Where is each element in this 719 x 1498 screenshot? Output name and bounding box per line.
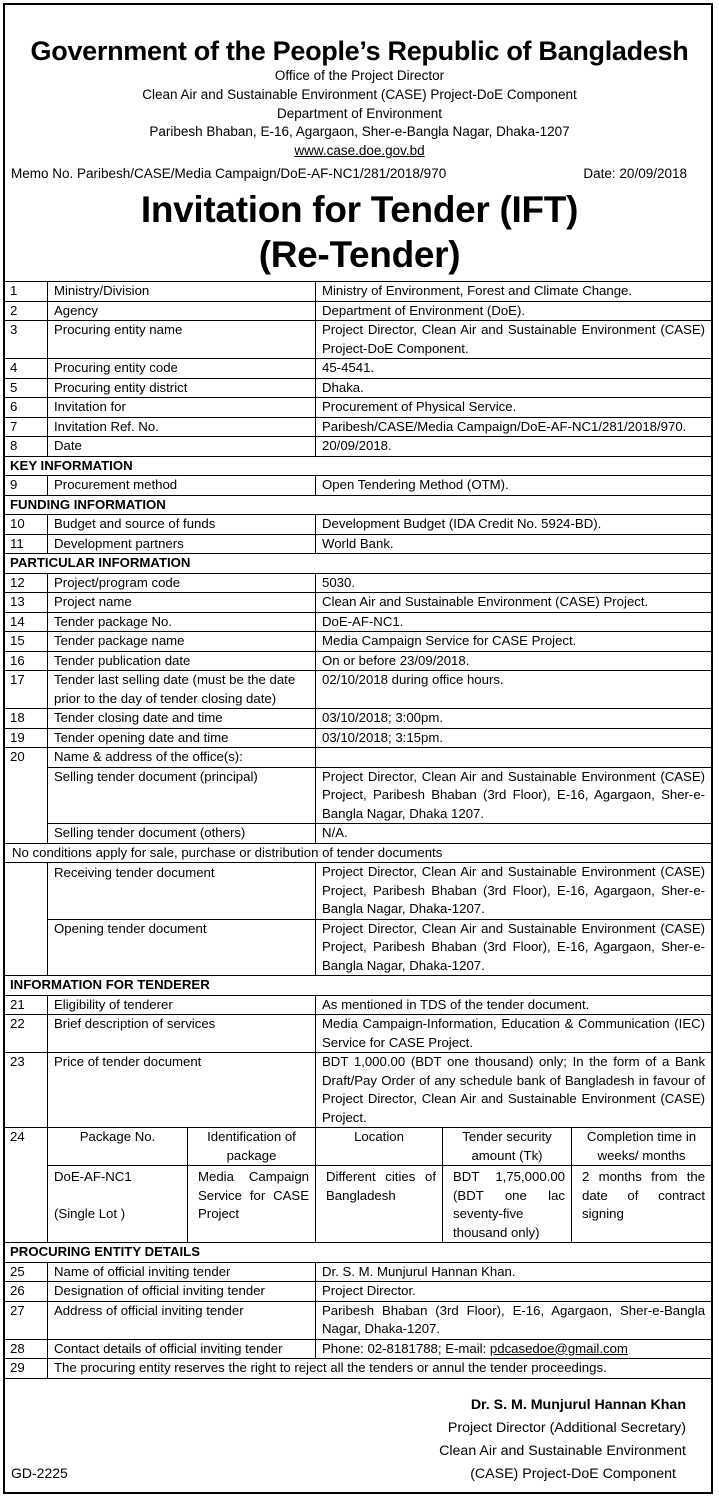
table-row <box>4 1053 712 1128</box>
row-value: World Bank. <box>316 534 712 554</box>
row-number: 23 <box>4 1053 48 1128</box>
table-row <box>4 301 712 321</box>
row-number: 16 <box>4 651 48 671</box>
row-value: Media Campaign Service for CASE Project. <box>316 632 712 652</box>
table-row <box>4 748 712 768</box>
table-row <box>4 378 712 398</box>
row-number: 4 <box>4 359 48 379</box>
section-heading <box>4 456 712 476</box>
row-number: 3 <box>4 321 48 359</box>
row-value: Procurement of Physical Service. <box>316 398 712 418</box>
package-data-row <box>4 1166 712 1243</box>
row-label: Eligibility of tenderer <box>48 995 316 1015</box>
row-number: 7 <box>4 417 48 437</box>
table-row <box>4 1262 712 1282</box>
row-number: 9 <box>4 476 48 496</box>
row-number: 19 <box>4 728 48 748</box>
table-row <box>4 476 712 496</box>
table-row <box>4 1359 712 1379</box>
row-label: Procuring entity district <box>48 378 316 398</box>
col-header-location: Location <box>316 1128 443 1166</box>
row-number: 1 <box>4 282 48 302</box>
section-heading <box>4 554 712 574</box>
row-number: 15 <box>4 632 48 652</box>
ift-title: Invitation for Tender (IFT) <box>140 189 579 230</box>
table-row <box>4 767 712 824</box>
row-label: Procuring entity name <box>48 321 316 359</box>
contact-email-link[interactable]: pdcasedoe@gmail.com <box>489 1340 628 1356</box>
table-row <box>4 321 712 359</box>
row-label: Tender opening date and time <box>48 728 316 748</box>
table-row <box>4 573 712 593</box>
section-heading <box>4 976 712 996</box>
row-label: Budget and source of funds <box>48 515 316 535</box>
table-row <box>4 1282 712 1302</box>
row-number: 18 <box>4 709 48 729</box>
signatory-project-line: Clean Air and Sustainable Environment <box>439 1443 686 1459</box>
row-number: 17 <box>4 671 48 709</box>
table-row <box>4 417 712 437</box>
row-label: Development partners <box>48 534 316 554</box>
row-number: 21 <box>4 995 48 1015</box>
table-row <box>4 515 712 535</box>
row-label: Project name <box>48 593 316 613</box>
table-row <box>4 593 712 613</box>
row-value: Paribesh/CASE/Media Campaign/DoE-AF-NC1/281/2018/970. <box>316 417 712 437</box>
row-value: Open Tendering Method (OTM). <box>316 476 712 496</box>
row-value: Project Director. <box>316 1282 712 1302</box>
row-value: Department of Environment (DoE). <box>316 301 712 321</box>
memo-number: Memo No. Paribesh/CASE/Media Campaign/DoE-AF-NC1/281/2018/970 <box>11 166 447 181</box>
table-row <box>4 359 712 379</box>
col-header-identification: Identification of package <box>188 1128 316 1166</box>
row-value: Paribesh Bhaban (3rd Floor), E-16, Agargaon, Sher-e-Bangla Nagar, Dhaka-1207. <box>316 1301 712 1339</box>
row-value: Dhaka. <box>316 378 712 398</box>
row-value: Dr. S. M. Munjurul Hannan Khan. <box>316 1262 712 1282</box>
row-number-empty <box>4 863 48 976</box>
project-line: Clean Air and Sustainable Environment (CASE) Project-DoE Component <box>142 87 577 102</box>
row-label: Opening tender document <box>48 919 316 976</box>
row-value: Project Director, Clean Air and Sustainable Environment (CASE) Project, Paribesh Bhaban (3rd Floor), E-16, Agargaon, Sher-e-Bangla Nagar, Dhaka 1207. <box>316 767 712 824</box>
table-row <box>4 919 712 976</box>
row-value: BDT 1,000.00 (BDT one thousand) only; In the form of a Bank Draft/Pay Order of any schedule bank of Bangladesh in favour of Project Director, Clean Air and Sustainable Environment (CASE) Project. <box>316 1053 712 1128</box>
row-value: DoE-AF-NC1. <box>316 612 712 632</box>
package-header-row <box>4 1128 712 1166</box>
government-title: Government of the People’s Republic of Bangladesh <box>30 36 689 66</box>
row-number: 28 <box>4 1339 48 1359</box>
package-number: DoE-AF-NC1 <box>54 1169 132 1184</box>
col-header-package: Package No. <box>48 1128 188 1166</box>
gd-code: GD-2225 <box>11 1465 68 1481</box>
tender-table <box>3 281 712 1379</box>
signatory-component-line: (CASE) Project-DoE Component <box>470 1466 676 1482</box>
row-number: 25 <box>4 1262 48 1282</box>
col-header-security: Tender security amount (Tk) <box>443 1128 572 1166</box>
section-heading <box>4 1243 712 1263</box>
row-label: Address of official inviting tender <box>48 1301 316 1339</box>
table-row <box>4 612 712 632</box>
row-label: Tender package No. <box>48 612 316 632</box>
row-value: On or before 23/09/2018. <box>316 651 712 671</box>
row-label: Ministry/Division <box>48 282 316 302</box>
department-line: Department of Environment <box>276 106 443 121</box>
row-value: 02/10/2018 during office hours. <box>316 671 712 709</box>
row-number: 24 <box>4 1128 48 1243</box>
package-identification: Media Campaign Service for CASE Project <box>188 1166 316 1243</box>
signatory-designation: Project Director (Additional Secretary) <box>447 1420 686 1436</box>
row-label: Procuring entity code <box>48 359 316 379</box>
row-value: 5030. <box>316 573 712 593</box>
table-row <box>4 995 712 1015</box>
row-number: 12 <box>4 573 48 593</box>
row-number: 8 <box>4 437 48 457</box>
row-value: Project Director, Clean Air and Sustainable Environment (CASE) Project, Paribesh Bhaban (3rd Floor), E-16, Agargaon, Sher-e-Bangla Nagar, Dhaka-1207. <box>316 919 712 976</box>
row-label: Receiving tender document <box>48 863 316 920</box>
row-label: Project/program code <box>48 573 316 593</box>
table-row <box>4 437 712 457</box>
row-value: N/A. <box>316 824 712 844</box>
row-value: The procuring entity reserves the right to reject all the tenders or annul the tender proceedings. <box>48 1359 712 1379</box>
row-number: 29 <box>4 1359 48 1379</box>
row-number: 10 <box>4 515 48 535</box>
row-label: Date <box>48 437 316 457</box>
signatory-name: Dr. S. M. Munjurul Hannan Khan <box>470 1397 686 1413</box>
section-information-for-tenderer: INFORMATION FOR TENDERER <box>4 976 712 996</box>
package-completion: 2 months from the date of contract signing <box>572 1166 712 1243</box>
table-row <box>4 282 712 302</box>
table-row <box>4 728 712 748</box>
address-line: Paribesh Bhaban, E-16, Agargaon, Sher-e-Bangla Nagar, Dhaka-1207 <box>149 124 570 139</box>
row-number: 11 <box>4 534 48 554</box>
row-value: Media Campaign-Information, Education & Communication (IEC) Service for CASE Project. <box>316 1015 712 1053</box>
row-label: Invitation for <box>48 398 316 418</box>
memo-date: Date: 20/09/2018 <box>583 166 687 181</box>
row-number: 22 <box>4 1015 48 1053</box>
table-row <box>4 671 712 709</box>
row-value: Development Budget (IDA Credit No. 5924-BD). <box>316 515 712 535</box>
row-value: 45-4541. <box>316 359 712 379</box>
row-value: 20/09/2018. <box>316 437 712 457</box>
row-number: 27 <box>4 1301 48 1339</box>
row-label: Name of official inviting tender <box>48 1262 316 1282</box>
row-value: Project Director, Clean Air and Sustainable Environment (CASE) Project-DoE Component. <box>316 321 712 359</box>
table-row <box>4 863 712 920</box>
row-value: As mentioned in TDS of the tender document. <box>316 995 712 1015</box>
row-number: 20 <box>4 748 48 844</box>
section-key-information: KEY INFORMATION <box>4 456 712 476</box>
section-funding-information: FUNDING INFORMATION <box>4 495 712 515</box>
table-row <box>4 1015 712 1053</box>
package-lot: (Single Lot ) <box>54 1205 126 1221</box>
row-label: Designation of official inviting tender <box>48 1282 316 1302</box>
table-row <box>4 632 712 652</box>
office-line: Office of the Project Director <box>274 68 445 83</box>
row-label: Selling tender document (others) <box>48 824 316 844</box>
row-number: 14 <box>4 612 48 632</box>
row-value: 03/10/2018; 3:00pm. <box>316 709 712 729</box>
row-label: Tender last selling date (must be the date prior to the day of tender closing date) <box>48 671 316 709</box>
row-value: Project Director, Clean Air and Sustainable Environment (CASE) Project, Paribesh Bhaban (3rd Floor), E-16, Agargaon, Sher-e-Bangla Nagar, Dhaka-1207. <box>316 863 712 920</box>
table-row <box>4 1339 712 1359</box>
section-note <box>4 843 712 863</box>
row-label: Tender package name <box>48 632 316 652</box>
row-value: Clean Air and Sustainable Environment (CASE) Project. <box>316 593 712 613</box>
row-label: Invitation Ref. No. <box>48 417 316 437</box>
row-label: Price of tender document <box>48 1053 316 1128</box>
table-row <box>4 534 712 554</box>
website-link[interactable]: www.case.doe.gov.bd <box>294 143 425 158</box>
table-row <box>4 824 712 844</box>
row-label: Procurement method <box>48 476 316 496</box>
contact-phone: Phone: 02-8181788; E-mail: <box>322 1340 490 1356</box>
row-value: 03/10/2018; 3:15pm. <box>316 728 712 748</box>
row-number: 2 <box>4 301 48 321</box>
row-number: 26 <box>4 1282 48 1302</box>
package-location: Different cities of Bangladesh <box>316 1166 443 1243</box>
retender-title: (Re-Tender) <box>258 234 461 275</box>
package-cell <box>48 1166 188 1243</box>
row-label: Selling tender document (principal) <box>48 767 316 824</box>
row-number: 6 <box>4 398 48 418</box>
no-conditions-note: No conditions apply for sale, purchase or distribution of tender documents <box>4 843 712 863</box>
table-row <box>4 398 712 418</box>
row-label: Brief description of services <box>48 1015 316 1053</box>
section-heading <box>4 495 712 515</box>
row-label: Tender closing date and time <box>48 709 316 729</box>
row-value <box>316 1339 712 1359</box>
table-row <box>4 709 712 729</box>
package-security: BDT 1,75,000.00 (BDT one lac seventy-five thousand only) <box>443 1166 572 1243</box>
row-label: Tender publication date <box>48 651 316 671</box>
row-label: Contact details of official inviting tender <box>48 1339 316 1359</box>
row-number: 5 <box>4 378 48 398</box>
section-particular-information: PARTICULAR INFORMATION <box>4 554 712 574</box>
row-number: 13 <box>4 593 48 613</box>
row-label: Agency <box>48 301 316 321</box>
row-label: Name & address of the office(s): <box>48 748 316 768</box>
col-header-completion: Completion time in weeks/ months <box>572 1128 712 1166</box>
row-value: Ministry of Environment, Forest and Climate Change. <box>316 282 712 302</box>
table-row <box>4 651 712 671</box>
section-procuring-entity-details: PROCURING ENTITY DETAILS <box>4 1243 712 1263</box>
row-value-empty <box>316 748 712 768</box>
table-row <box>4 1301 712 1339</box>
